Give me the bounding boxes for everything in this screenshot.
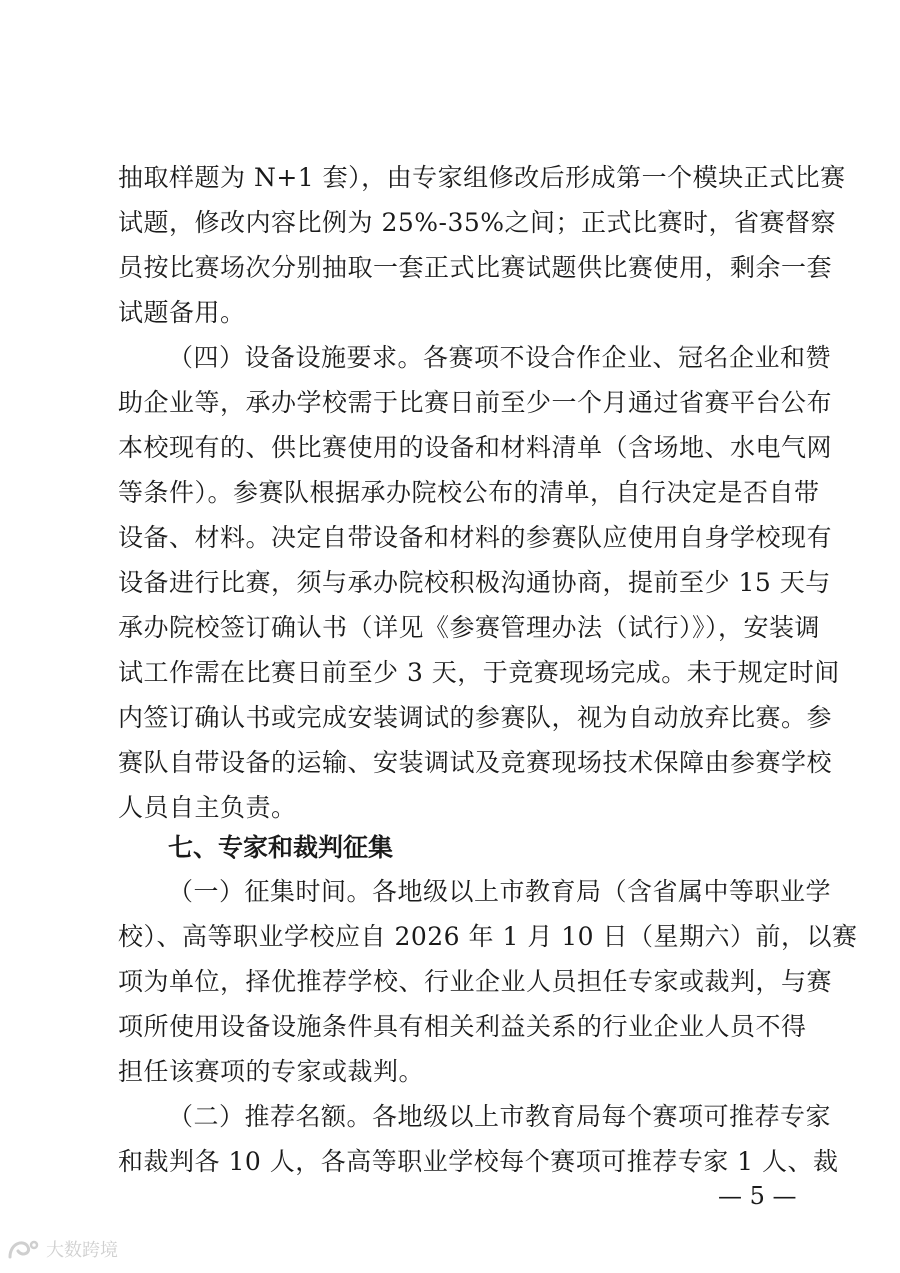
paragraph-line: 设备进行比赛，须与承办院校积极沟通协商，提前至少 15 天与 xyxy=(118,568,831,597)
paragraph-line: 助企业等，承办学校需于比赛日前至少一个月通过省赛平台公布 xyxy=(118,388,833,417)
watermark-text: 大数跨境 xyxy=(46,1240,118,1261)
paragraph-line: （四）设备设施要求。各赛项不设合作企业、冠名企业和赞 xyxy=(168,343,832,372)
paragraph-line: 担任该赛项的专家或裁判。 xyxy=(118,1057,425,1086)
paragraph-line: 试题，修改内容比例为 25%-35%之间；正式比赛时，省赛督察 xyxy=(118,208,837,237)
section-heading: 七、专家和裁判征集 xyxy=(168,833,394,862)
paragraph-line: 试题备用。 xyxy=(118,298,246,327)
paragraph-line: 项所使用设备设施条件具有相关利益关系的行业企业人员不得 xyxy=(118,1012,807,1041)
brand-logo-icon xyxy=(6,1237,42,1261)
paragraph-line: 项为单位，择优推荐学校、行业企业人员担任专家或裁判，与赛 xyxy=(118,967,833,996)
paragraph-line: 设备、材料。决定自带设备和材料的参赛队应使用自身学校现有 xyxy=(118,523,833,552)
paragraph-line: 本校现有的、供比赛使用的设备和材料清单（含场地、水电气网 xyxy=(118,433,833,462)
paragraph-line: 承办院校签订确认书（详见《参赛管理办法（试行）》），安装调 xyxy=(118,613,821,642)
page-number: — 5 — xyxy=(718,1182,797,1210)
paragraph-line: 等条件）。参赛队根据承办院校公布的清单，自行决定是否自带 xyxy=(118,478,820,507)
paragraph-line: （二）推荐名额。各地级以上市教育局每个赛项可推荐专家 xyxy=(168,1102,832,1131)
paragraph-line: 和裁判各 10 人，各高等职业学校每个赛项可推荐专家 1 人、裁 xyxy=(118,1147,839,1176)
paragraph-line: 试工作需在比赛日前至少 3 天，于竞赛现场完成。未于规定时间 xyxy=(118,658,840,687)
paragraph-line: 人员自主负责。 xyxy=(118,793,297,822)
paragraph-line: 赛队自带设备的运输、安装调试及竞赛现场技术保障由参赛学校 xyxy=(118,748,833,777)
paragraph-line: 抽取样题为 N+1 套），由专家组修改后形成第一个模块正式比赛 xyxy=(118,163,846,192)
paragraph-line: 内签订确认书或完成安装调试的参赛队，视为自动放弃比赛。参 xyxy=(118,703,833,732)
paragraph-line: （一）征集时间。各地级以上市教育局（含省属中等职业学 xyxy=(168,877,832,906)
paragraph-line: 校）、高等职业学校应自 2026 年 1 月 10 日（星期六）前，以赛 xyxy=(118,922,858,951)
watermark xyxy=(6,1236,118,1262)
paragraph-line: 员按比赛场次分别抽取一套正式比赛试题供比赛使用，剩余一套 xyxy=(118,253,833,282)
